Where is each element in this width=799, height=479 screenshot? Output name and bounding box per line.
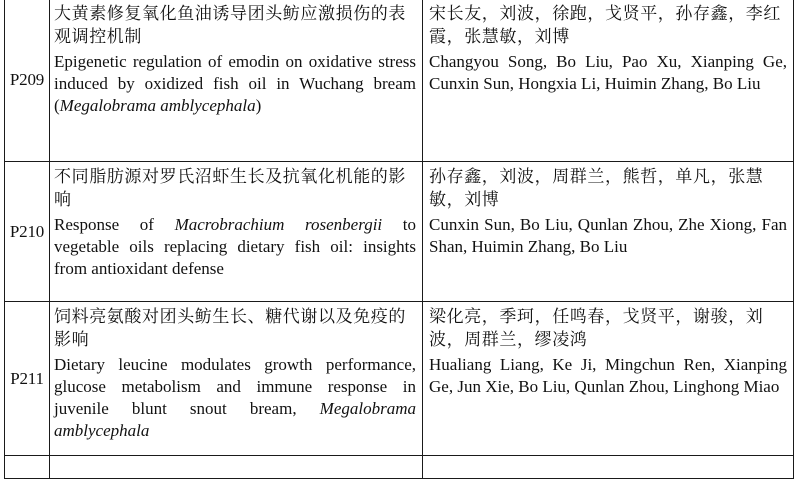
title-cell [50, 302, 423, 456]
author-cell [423, 0, 794, 162]
title-english-tail: ) [255, 96, 262, 115]
authors-english: Changyou Song, Bo Liu, Pao Xu, Xianping Ge, Cunxin Sun, Hongxia Li, Huimin Zhang, Bo Liu [429, 52, 787, 93]
species-name: Macrobrachium rosenbergii [174, 215, 383, 234]
title-cell-empty [50, 456, 423, 479]
title-chinese: 饲料亮氨酸对团头鲂生长、糖代谢以及免疫的影响 [54, 307, 406, 350]
title-english [54, 354, 416, 442]
author-cell-empty [423, 456, 794, 479]
species-name: Megalobrama amblycephala [59, 96, 256, 115]
title-cell [50, 0, 423, 162]
title-chinese: 不同脂肪源对罗氏沼虾生长及抗氧化机能的影响 [54, 167, 406, 210]
title-english-text: Epigenetic regulation of emodin on oxidative stress induced by oxidized fish oil in Wuchang bream ( [54, 52, 416, 115]
table-row-partial [5, 456, 794, 479]
table-row [5, 302, 794, 456]
species-name: Megalobrama amblycephala [54, 399, 416, 440]
title-english-head: Response of [54, 215, 175, 234]
paper-table [4, 0, 794, 479]
title-english [54, 214, 416, 280]
table-row [5, 0, 794, 162]
table-row [5, 162, 794, 302]
authors-chinese: 孙存鑫，刘波，周群兰，熊哲，单凡，张慧敏，刘博 [429, 167, 764, 210]
paper-code: P211 [5, 302, 50, 456]
authors-english: Hualiang Liang, Ke Ji, Mingchun Ren, Xianping Ge, Jun Xie, Bo Liu, Qunlan Zhou, Linghong Miao [429, 355, 787, 396]
author-cell [423, 302, 794, 456]
title-chinese: 大黄素修复氧化鱼油诱导团头鲂应激损伤的表观调控机制 [54, 4, 406, 47]
author-cell [423, 162, 794, 302]
authors-english: Cunxin Sun, Bo Liu, Qunlan Zhou, Zhe Xiong, Fan Shan, Huimin Zhang, Bo Liu [429, 215, 787, 256]
authors-chinese: 梁化亮，季珂，任鸣春，戈贤平，谢骏，刘波，周群兰，缪凌鸿 [429, 307, 764, 350]
title-english-text: Dietary leucine modulates growth performance, glucose metabolism and immune response in juvenile blunt snout bream, [54, 355, 416, 418]
title-english [54, 51, 416, 117]
paper-code: P210 [5, 162, 50, 302]
paper-code: P209 [5, 0, 50, 162]
authors-chinese: 宋长友，刘波，徐跑，戈贤平，孙存鑫，李红霞，张慧敏，刘博 [429, 4, 781, 47]
title-cell [50, 162, 423, 302]
paper-code-empty [5, 456, 50, 479]
title-english-text: to vegetable oils replacing dietary fish oil: insights from antioxidant defense [54, 215, 416, 278]
